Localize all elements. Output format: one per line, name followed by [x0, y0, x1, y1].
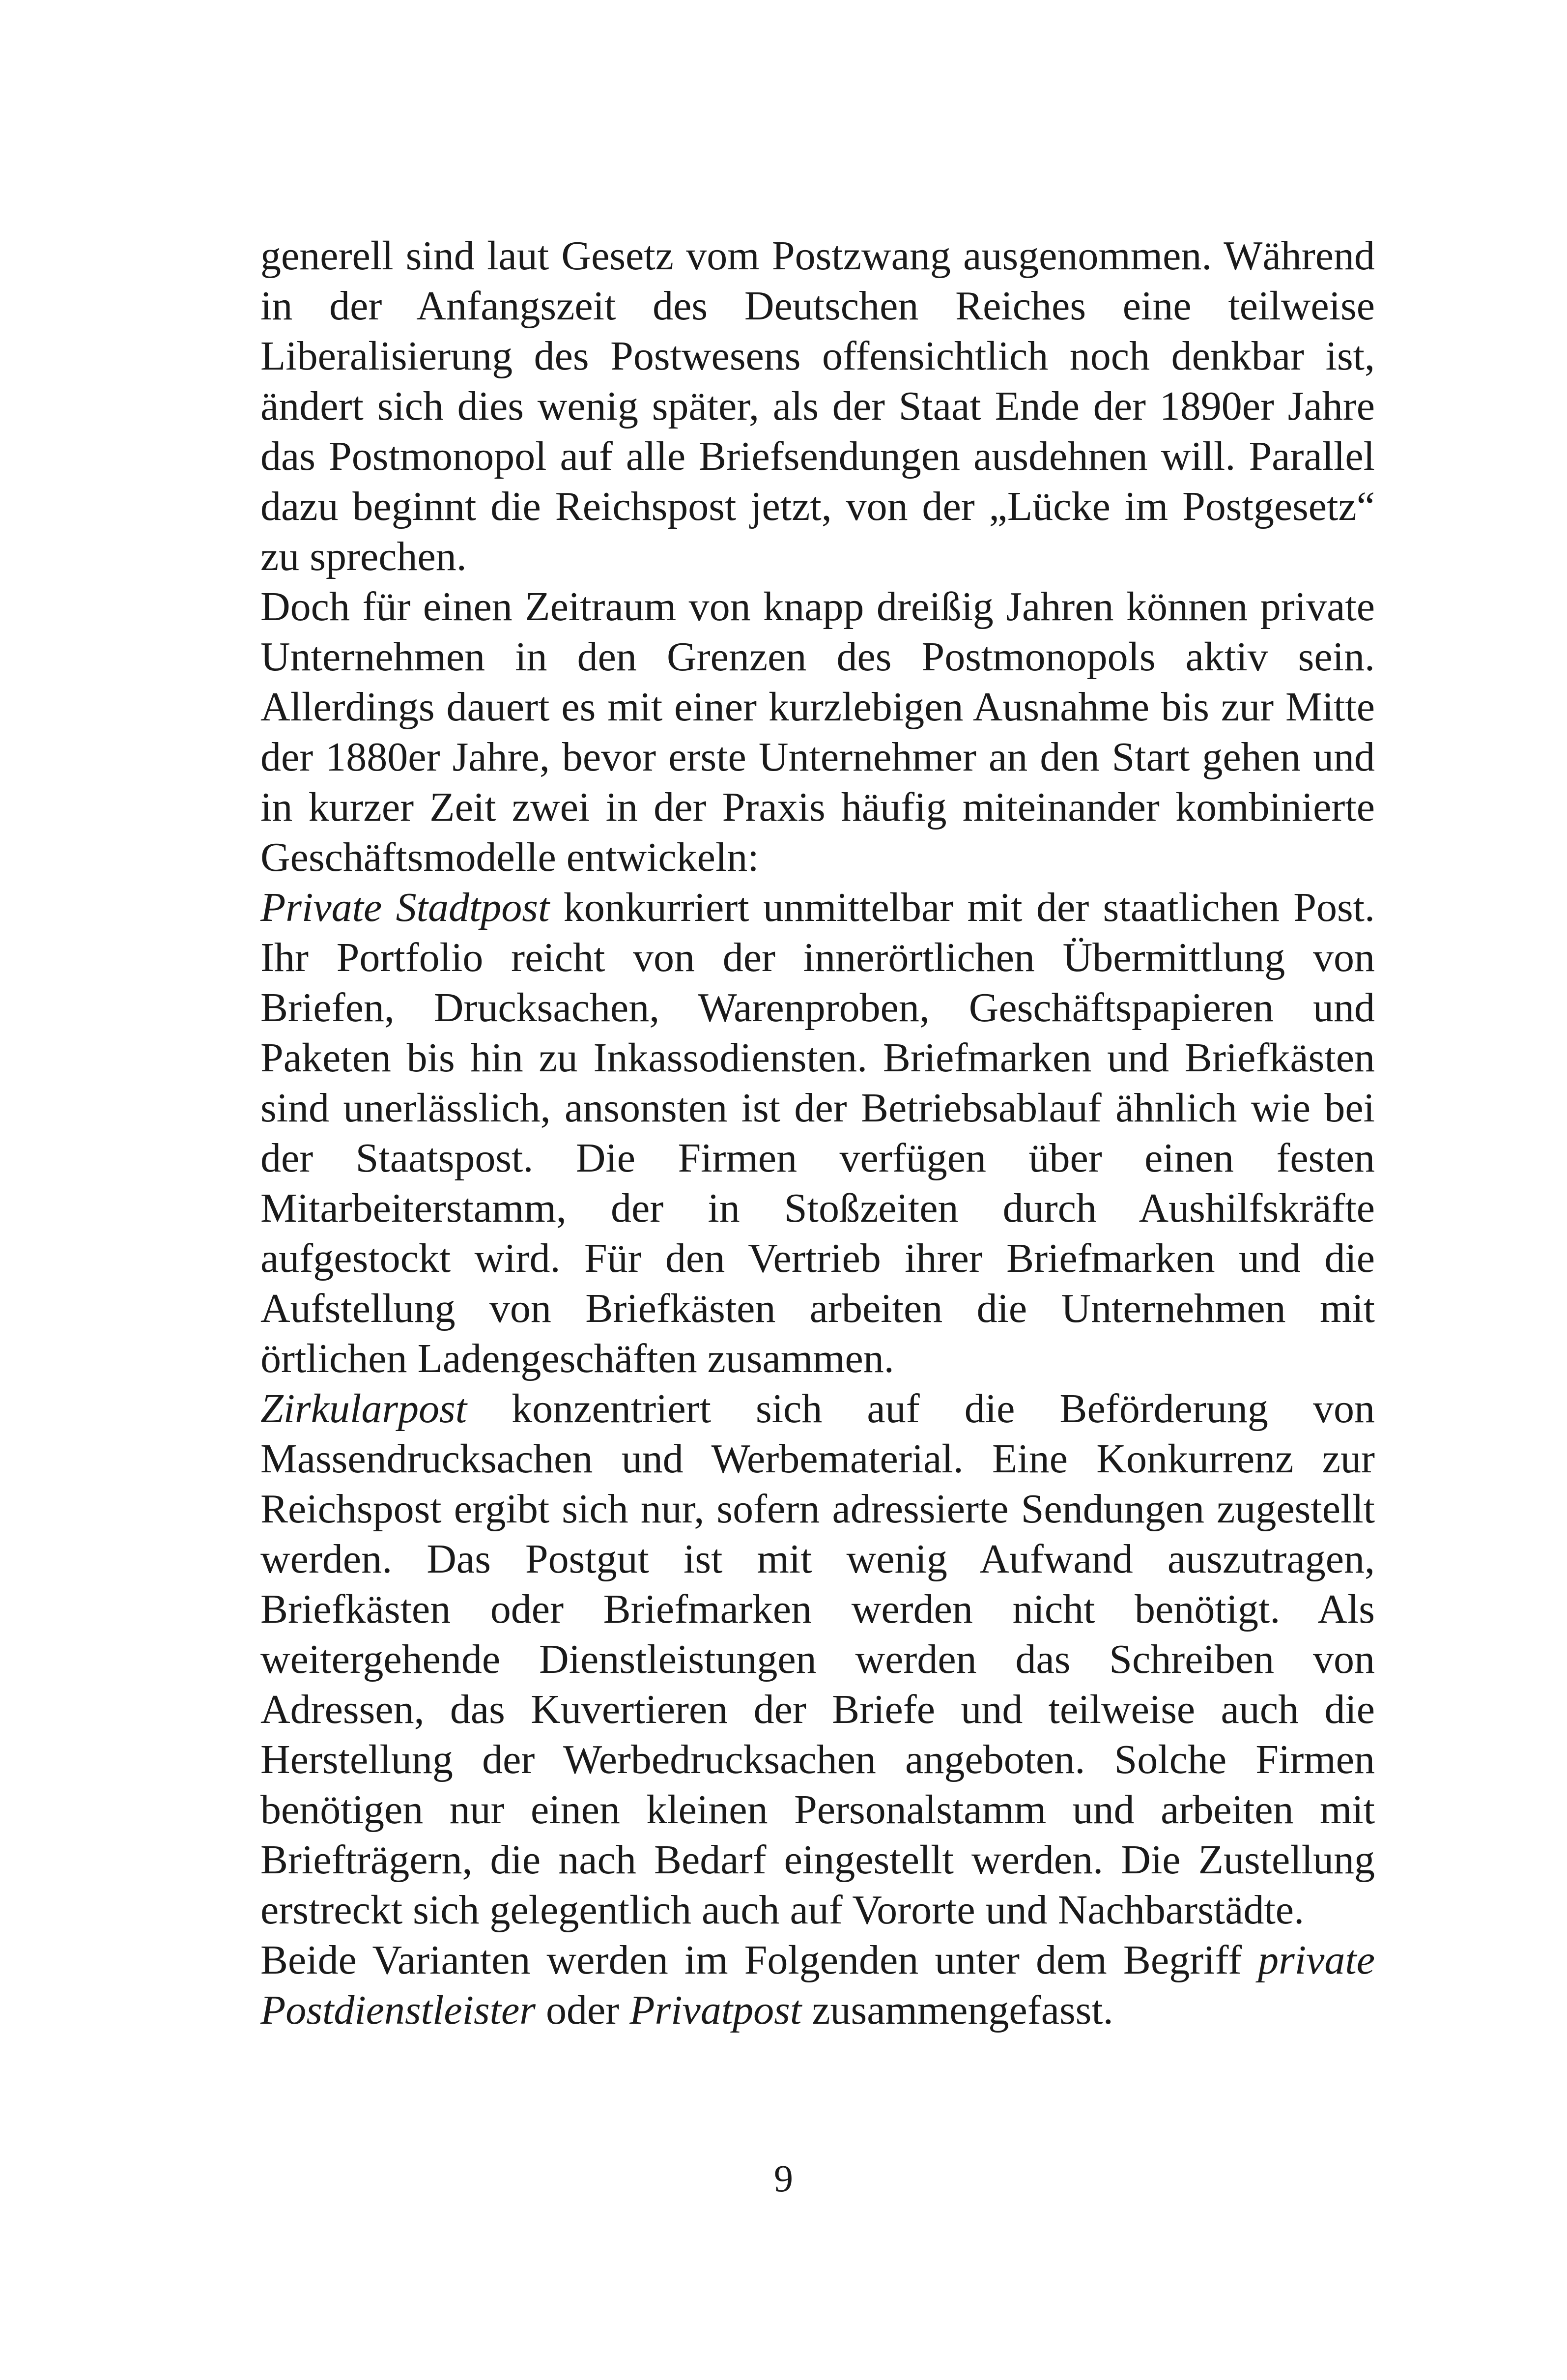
text-segment: zusammengefasst.: [801, 1987, 1113, 2033]
page-number: 9: [774, 2157, 793, 2200]
paragraph: [260, 1384, 1375, 1935]
text-segment: oder: [535, 1987, 630, 2033]
text-segment: Beide Varianten werden im Folgenden unter dem Begriff: [260, 1937, 1258, 1983]
body-text: [260, 231, 1375, 2036]
text-segment: konzentriert sich auf die Beförderung von Massendrucksachen und Werbematerial. Eine Konkurrenz zur Reichspost ergibt sich nur, sofern adressierte Sendungen zugestellt werden. Das Postgut ist mit wenig Aufwand auszutragen, Briefkästen oder Briefmarken werden nicht benötigt. Als weitergehende Dienstleistungen werden das Schreiben von Adressen, das Kuvertieren der Briefe und teilweise auch die Herstellung der Werbedrucksachen angeboten. Solche Firmen benötigen nur einen kleinen Personalstamm und arbeiten mit Briefträgern, die nach Bedarf eingestellt werden. Die Zustellung erstreckt sich gelegentlich auch auf Vororte und Nachbarstädte.: [260, 1386, 1375, 1933]
paragraph: [260, 1935, 1375, 2036]
italic-term: Privatpost: [629, 1987, 802, 2033]
italic-term: Private Stadtpost: [260, 885, 550, 930]
text-segment: Doch für einen Zeitraum von knapp dreißig Jahren können private Unternehmen in den Grenzen des Postmonopols aktiv sein. Allerdings dauert es mit einer kurzlebigen Ausnahme bis zur Mitte der 1880er Jahre, bevor erste Unternehmer an den Start gehen und in kurzer Zeit zwei in der Praxis häufig miteinander kombinierte Geschäftsmodelle entwickeln:: [260, 584, 1375, 880]
text-segment: konkurriert unmittelbar mit der staatlichen Post. Ihr Portfolio reicht von der innerörtlichen Übermittlung von Briefen, Drucksachen, Warenproben, Geschäftspapieren und Paketen bis hin zu Inkassodiensten. Briefmarken und Briefkästen sind unerlässlich, ansonsten ist der Betriebsablauf ähnlich wie bei der Staatspost. Die Firmen verfügen über einen festen Mitarbeiterstamm, der in Stoßzeiten durch Aushilfskräfte aufgestockt wird. Für den Vertrieb ihrer Briefmarken und die Aufstellung von Briefkästen arbeiten die Unternehmen mit örtlichen Ladengeschäften zusammen.: [260, 885, 1375, 1381]
italic-term: Zirkularpost: [260, 1386, 467, 1432]
paragraph: [260, 231, 1375, 582]
text-segment: generell sind laut Gesetz vom Postzwang ausgenommen. Während in der Anfangszeit des Deutschen Reiches eine teilweise Liberalisierung des Postwesens offensichtlich noch denkbar ist, ändert sich dies wenig später, als der Staat Ende der 1890er Jahre das Postmonopol auf alle Briefsendungen ausdehnen will. Parallel dazu beginnt die Reichspost jetzt, von der „Lücke im Postgesetz“ zu sprechen.: [260, 233, 1375, 579]
paragraph: [260, 883, 1375, 1384]
italic-term: private Postdienstleister: [260, 1937, 1375, 2033]
paragraph: [260, 582, 1375, 883]
